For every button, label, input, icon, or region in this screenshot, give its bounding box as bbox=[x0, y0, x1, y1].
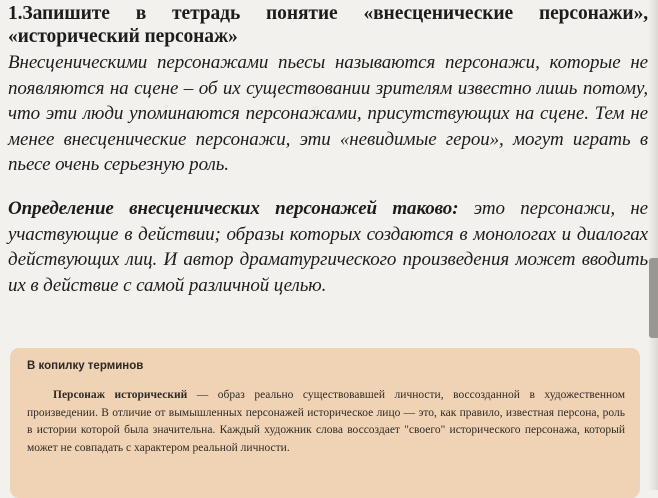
glossary-title: В копилку терминов bbox=[27, 360, 144, 372]
glossary-term: Персонаж исторический bbox=[53, 389, 188, 401]
glossary-body bbox=[27, 387, 625, 457]
definition-paragraph bbox=[8, 196, 648, 298]
intro-paragraph: Внесценическими персонажами пьесы называются персонажи, которые не появляются на сцене – об их существовании зрителям известно лишь потому, что эти люди упоминаются персонажами, присутствующих на сцене. Тем не менее внесценические персонажи, эти «невидимые герои», могут играть в пьесе очень серьезную роль. bbox=[8, 52, 648, 175]
scroll-handle[interactable] bbox=[649, 258, 658, 338]
definition-text: это персонажи, не участвующие в действии; образы которых создаются в монологах и диалогах действующих лиц. И автор драматургического произведения может вводить их в действие с самой различной целью. bbox=[8, 198, 648, 296]
glossary-definition: — образ реально существовавшей личности, воссозданной в художественном произведении. В отличие от вымышленных персонажей историческое лицо — это, как правило, известная персона, роль в истории которой была значительна. Каждый художник слова воссоздает "своего" исторического персонажа, который может не совпадать с характером реальной личности. bbox=[27, 389, 625, 454]
definition-term: Определение внесценических персонажей таково: bbox=[8, 198, 459, 219]
right-edge-strip bbox=[648, 0, 658, 490]
task-heading: 1.Запишите в тетрадь понятие «внесценические персонажи», «исторический персонаж» bbox=[8, 3, 648, 47]
